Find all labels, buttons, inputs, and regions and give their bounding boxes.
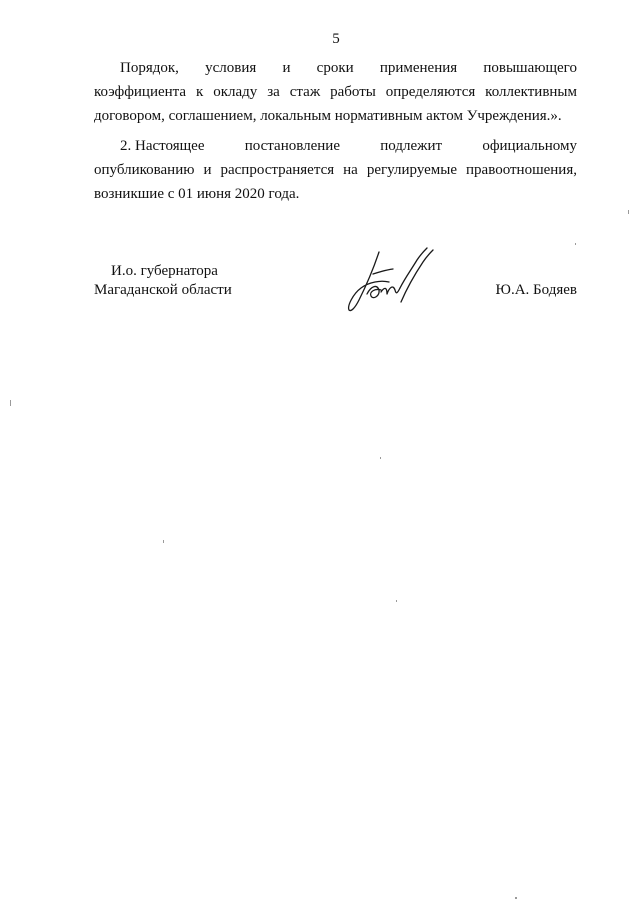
signature-block <box>94 262 577 322</box>
paragraph-1-line-3: договором, соглашением, локальным нормативным актом Учреждения.». <box>94 108 562 124</box>
word: условия <box>205 60 257 76</box>
scan-speck <box>575 243 576 245</box>
word: постановление <box>244 138 340 154</box>
page-number: 5 <box>332 31 340 47</box>
document-body <box>94 56 577 212</box>
word: официальному <box>482 138 577 154</box>
word: применения <box>379 60 458 76</box>
paragraph-2-line-2: опубликованию и распространяется на регулируемые правоотношения, <box>94 162 577 178</box>
scan-speck <box>628 210 629 214</box>
paragraph-2-line-3: возникшие с 01 июня 2020 года. <box>94 186 300 202</box>
signer-title <box>94 262 294 300</box>
paragraph-1-line-1 <box>94 56 577 80</box>
signer-title-line-1: И.о. губернатора <box>111 263 218 279</box>
scan-speck <box>396 600 397 602</box>
scan-speck <box>10 400 11 406</box>
paragraph-2 <box>94 134 577 206</box>
word: и <box>282 60 291 76</box>
scan-speck <box>163 540 164 543</box>
word: Порядок, <box>120 60 179 76</box>
signer-name: Ю.А. Бодяев <box>495 282 577 298</box>
scan-speck <box>515 897 517 899</box>
scan-speck <box>380 457 381 459</box>
paragraph-2-line-1 <box>94 134 577 158</box>
word: подлежит <box>380 138 443 154</box>
word: 2. Настоящее <box>120 138 205 154</box>
word: сроки <box>316 60 354 76</box>
word: повышающего <box>483 60 577 76</box>
paragraph-1 <box>94 56 577 128</box>
paragraph-1-line-2: коэффициента к окладу за стаж работы определяются коллективным <box>94 84 577 100</box>
signer-title-line-2: Магаданской области <box>94 282 232 298</box>
handwritten-signature <box>345 244 437 316</box>
